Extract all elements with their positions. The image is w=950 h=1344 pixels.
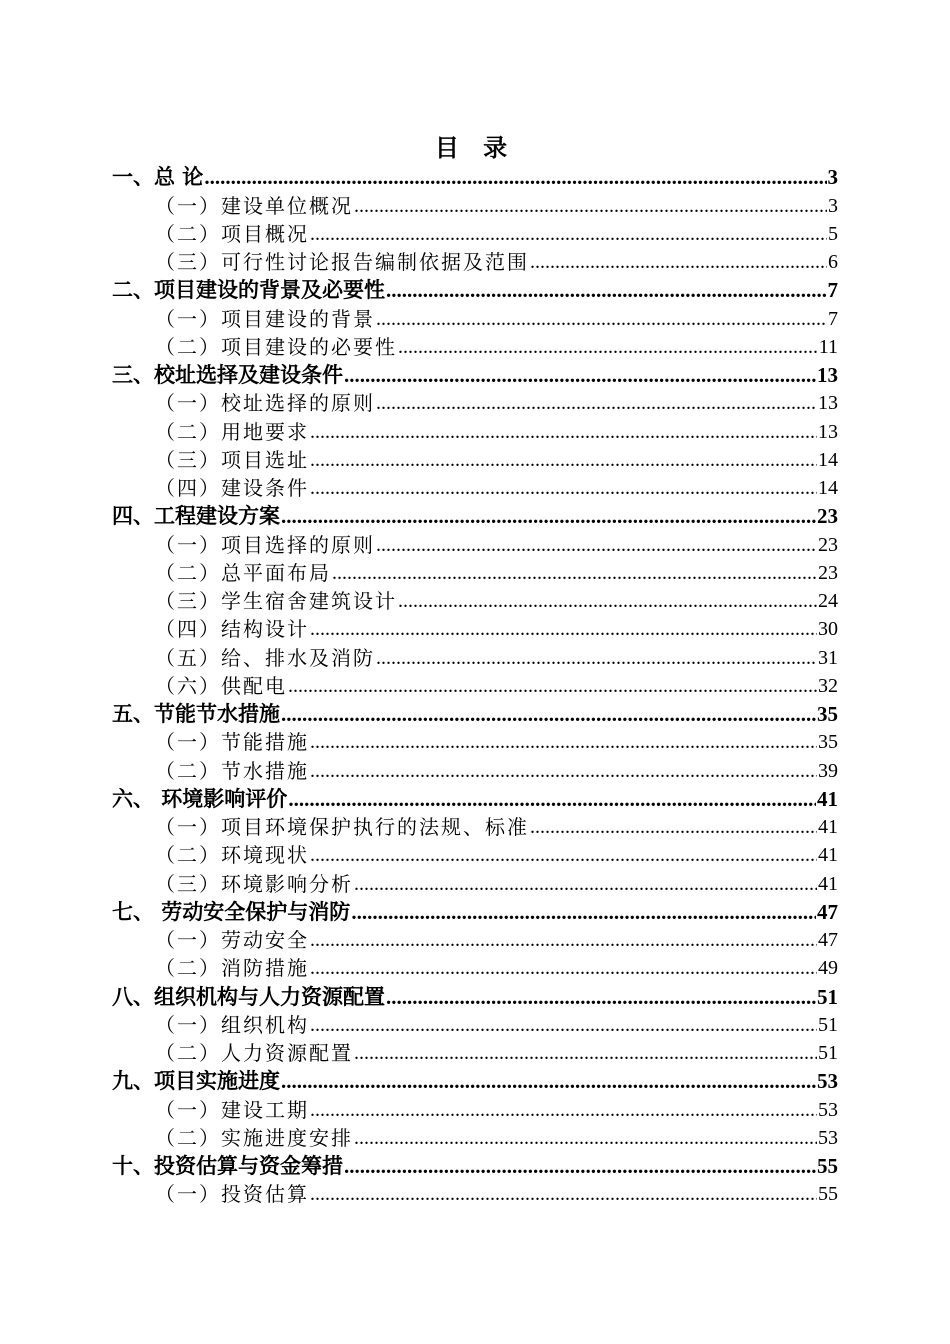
toc-chapter-entry[interactable] [112, 360, 838, 388]
toc-entry-label: （一）建设工期 [155, 1097, 309, 1122]
toc-entry-label: （二）人力资源配置 [155, 1041, 353, 1065]
toc-dot-leader [398, 334, 818, 360]
toc-chapter-entry[interactable] [112, 699, 838, 727]
toc-entry-label: （五）给、排水及消防 [155, 645, 375, 670]
toc-dot-leader [376, 306, 827, 332]
toc-entry-label: （一）建设单位概况 [155, 193, 353, 218]
toc-chapter-entry[interactable] [112, 275, 838, 303]
toc-dot-leader [386, 984, 816, 1010]
toc-page-number: 51 [818, 1042, 838, 1064]
toc-section-entry[interactable] [112, 190, 838, 218]
toc-page-number: 53 [817, 1069, 838, 1094]
toc-dot-leader [310, 447, 817, 473]
toc-entry-label: （二）消防措施 [155, 956, 309, 981]
toc-dot-leader [530, 814, 817, 840]
toc-chapter-entry[interactable] [112, 501, 838, 529]
toc-page-number: 51 [817, 984, 838, 1009]
toc-page-number: 53 [818, 1126, 838, 1149]
toc-section-entry[interactable] [112, 1123, 838, 1151]
toc-entry-label: 七、 劳动安全保护与消防 [112, 898, 351, 924]
toc-entry-label: （一）节能措施 [155, 730, 309, 755]
toc-entry-label: （二）用地要求 [155, 419, 309, 444]
toc-entry-label: （三）项目选址 [155, 447, 309, 472]
toc-entry-label: （一）校址选择的原则 [155, 391, 375, 416]
toc-dot-leader [310, 729, 817, 755]
toc-dot-leader [310, 927, 817, 953]
toc-section-entry[interactable] [112, 840, 838, 868]
toc-page-number: 41 [818, 844, 838, 867]
toc-page-number: 23 [818, 533, 838, 556]
toc-dot-leader [288, 786, 816, 812]
toc-section-entry[interactable] [112, 529, 838, 557]
toc-page-number: 23 [818, 561, 838, 584]
toc-page-number: 7 [827, 278, 838, 303]
toc-entry-label: （一）投资估算 [155, 1182, 309, 1207]
toc-page-number: 13 [818, 420, 838, 443]
toc-chapter-entry[interactable] [112, 162, 838, 190]
toc-section-entry[interactable] [112, 303, 838, 331]
toc-section-entry[interactable] [112, 755, 838, 783]
toc-entry-label: 六、 环境影响评价 [112, 785, 288, 811]
toc-dot-leader [354, 1125, 817, 1151]
toc-page-number: 23 [817, 504, 838, 529]
toc-page-number: 41 [818, 872, 838, 895]
toc-page-number: 11 [818, 335, 838, 358]
toc-section-entry[interactable] [112, 1179, 838, 1207]
toc-page-number: 13 [818, 392, 838, 415]
toc-page-number: 3 [828, 194, 838, 217]
toc-dot-leader [310, 616, 817, 642]
toc-dot-leader [281, 503, 816, 529]
toc-entry-label: 十、投资估算与资金筹措 [112, 1153, 343, 1178]
toc-entry-label: （二）项目建设的必要性 [155, 334, 397, 359]
toc-section-entry[interactable] [112, 586, 838, 614]
toc-dot-leader [310, 842, 817, 868]
toc-page-number: 5 [828, 222, 838, 245]
toc-entry-label: （一）项目建设的背景 [155, 306, 375, 331]
toc-page-number: 39 [818, 759, 838, 782]
toc-page-number: 14 [818, 448, 838, 471]
toc-dot-leader [354, 1040, 817, 1066]
toc-entry-label: （四）建设条件 [155, 476, 309, 500]
toc-page-number: 14 [818, 477, 838, 499]
toc-section-entry[interactable] [112, 1094, 838, 1122]
toc-page-number: 6 [828, 251, 838, 273]
toc-section-entry[interactable] [112, 671, 838, 699]
toc-dot-leader [204, 164, 826, 190]
toc-page-number: 32 [818, 674, 838, 697]
toc-page-number: 35 [818, 731, 838, 754]
toc-section-entry[interactable] [112, 219, 838, 247]
toc-section-entry[interactable] [112, 247, 838, 275]
toc-dot-leader [310, 758, 817, 784]
toc-entry-label: （二）节水措施 [155, 758, 309, 783]
toc-page-number: 7 [828, 307, 838, 330]
toc-section-entry[interactable] [112, 1010, 838, 1038]
toc-page-number: 47 [818, 929, 838, 951]
toc-entry-label: （三）可行性讨论报告编制依据及范围 [155, 250, 529, 274]
toc-entry-label: 五、节能节水措施 [112, 701, 280, 726]
toc-section-entry[interactable] [112, 1038, 838, 1066]
toc-dot-leader [310, 419, 817, 445]
toc-section-entry[interactable] [112, 558, 838, 586]
toc-page-number: 24 [818, 590, 838, 612]
toc-entry-label: 一、总 论 [112, 164, 204, 190]
toc-dot-leader [310, 221, 827, 247]
toc-entry-label: （二）项目概况 [155, 221, 309, 246]
toc-page-number: 49 [818, 957, 838, 980]
toc-entry-label: （二）环境现状 [155, 843, 309, 868]
toc-dot-leader [354, 871, 817, 897]
toc-section-entry[interactable] [112, 332, 838, 360]
toc-dot-leader [354, 193, 827, 219]
toc-section-entry[interactable] [112, 388, 838, 416]
toc-dot-leader [386, 277, 827, 303]
toc-chapter-entry[interactable] [112, 784, 838, 812]
toc-dot-leader [281, 701, 816, 727]
toc-entry-label: （二）总平面布局 [155, 560, 331, 585]
toc-dot-leader [310, 1181, 817, 1207]
toc-dot-leader [376, 390, 817, 416]
toc-entry-label: （一）项目环境保护执行的法规、标准 [155, 815, 529, 839]
toc-entry-label: 三、校址选择及建设条件 [112, 362, 343, 387]
toc-page-number: 41 [817, 786, 838, 811]
toc-section-entry[interactable] [112, 812, 838, 840]
table-of-contents [112, 162, 838, 1207]
toc-chapter-entry[interactable] [112, 1151, 838, 1179]
toc-section-entry[interactable] [112, 445, 838, 473]
toc-page-number: 51 [818, 1013, 838, 1036]
toc-entry-label: （一）项目选择的原则 [155, 532, 375, 557]
toc-section-entry[interactable] [112, 925, 838, 953]
toc-page-number: 13 [817, 363, 838, 387]
toc-dot-leader [310, 475, 817, 501]
toc-title: 目 录 [434, 133, 516, 162]
toc-dot-leader [310, 955, 817, 981]
toc-section-entry[interactable] [112, 473, 838, 501]
toc-chapter-entry[interactable] [112, 981, 838, 1009]
toc-dot-leader [376, 532, 817, 558]
toc-dot-leader [376, 645, 817, 671]
toc-entry-label: （三）学生宿舍建筑设计 [155, 589, 397, 613]
toc-dot-leader [288, 673, 817, 699]
toc-dot-leader [310, 1012, 817, 1038]
toc-dot-leader [310, 1097, 817, 1123]
toc-page-number: 55 [817, 1154, 838, 1178]
toc-entry-label: 九、项目实施进度 [112, 1068, 280, 1094]
toc-page-number: 30 [818, 618, 838, 641]
toc-section-entry[interactable] [112, 953, 838, 981]
toc-chapter-entry[interactable] [112, 897, 838, 925]
toc-page-number: 53 [818, 1098, 838, 1121]
toc-dot-leader [351, 899, 816, 925]
toc-chapter-entry[interactable] [112, 1066, 838, 1094]
toc-entry-label: （三）环境影响分析 [155, 871, 353, 896]
toc-page-number: 47 [817, 899, 838, 924]
toc-entry-label: 八、组织机构与人力资源配置 [112, 983, 385, 1009]
toc-section-entry[interactable] [112, 727, 838, 755]
toc-dot-leader [344, 1153, 816, 1179]
toc-page-number: 41 [818, 816, 838, 838]
toc-page-number: 31 [818, 646, 838, 669]
toc-section-entry[interactable] [112, 642, 838, 670]
toc-dot-leader [332, 560, 817, 586]
toc-entry-label: （一）组织机构 [155, 1012, 309, 1037]
toc-entry-label: （一）劳动安全 [155, 928, 309, 952]
toc-entry-label: 四、工程建设方案 [112, 503, 280, 529]
toc-section-entry[interactable] [112, 614, 838, 642]
toc-page-number: 35 [817, 702, 838, 726]
toc-dot-leader [281, 1068, 816, 1094]
toc-page-number: 55 [818, 1183, 838, 1206]
toc-dot-leader [530, 249, 827, 275]
toc-dot-leader [344, 362, 816, 388]
toc-entry-label: 二、项目建设的背景及必要性 [112, 277, 385, 303]
toc-page-number: 3 [827, 165, 838, 190]
toc-entry-label: （四）结构设计 [155, 617, 309, 642]
toc-entry-label: （六）供配电 [155, 673, 287, 698]
toc-section-entry[interactable] [112, 416, 838, 444]
toc-entry-label: （二）实施进度安排 [155, 1125, 353, 1150]
toc-section-entry[interactable] [112, 868, 838, 896]
toc-dot-leader [398, 588, 817, 614]
